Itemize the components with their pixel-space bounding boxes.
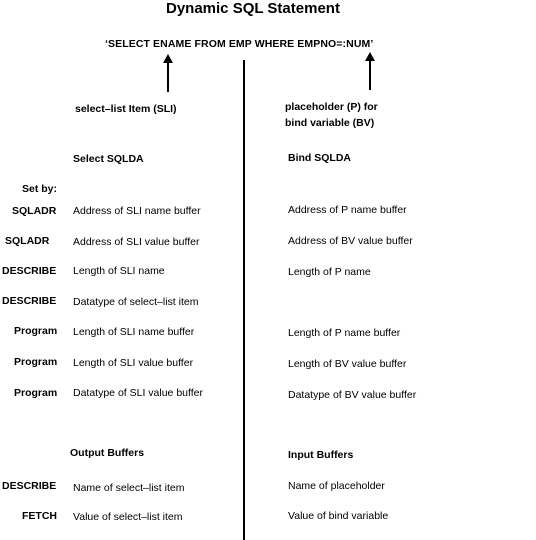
bind-field: Length of P name: [288, 266, 371, 278]
setter-label: Program: [14, 387, 58, 399]
setter-label: DESCRIBE: [2, 265, 57, 277]
input-buffers-header: Input Buffers: [288, 449, 354, 461]
select-field: Name of select–list item: [73, 482, 185, 494]
sli-arrow-icon: [162, 54, 174, 94]
output-buffers-header: Output Buffers: [70, 447, 145, 459]
sli-caption: select–list Item (SLI): [75, 103, 177, 115]
select-field: Length of SLI name buffer: [73, 326, 195, 338]
setter-label: FETCH: [22, 510, 57, 522]
bind-field: Name of placeholder: [288, 480, 385, 492]
select-field: Length of SLI value buffer: [73, 357, 194, 369]
select-field: Address of SLI name buffer: [73, 205, 201, 217]
placeholder-caption-line1: placeholder (P) for: [285, 101, 378, 113]
setter-label: Program: [14, 325, 58, 337]
setter-label: SQLADR: [12, 205, 57, 217]
bind-field: Address of P name buffer: [288, 204, 407, 216]
select-field: Datatype of select–list item: [73, 296, 199, 308]
bind-field: Address of BV value buffer: [288, 235, 413, 247]
bind-field: Value of bind variable: [288, 510, 389, 522]
select-field: Length of SLI name: [73, 265, 165, 277]
bind-field: Length of P name buffer: [288, 327, 401, 339]
select-field: Value of select–list item: [73, 511, 183, 523]
select-sqlda-header: Select SQLDA: [73, 153, 144, 165]
column-divider: [243, 60, 245, 540]
placeholder-arrow-icon: [364, 52, 376, 92]
setter-label: Program: [14, 356, 58, 368]
setter-label: SQLADR: [5, 235, 50, 247]
select-field: Datatype of SLI value buffer: [73, 387, 203, 399]
setter-label: DESCRIBE: [2, 295, 57, 307]
sql-statement: ‘SELECT ENAME FROM EMP WHERE EMPNO=:NUM’: [105, 38, 374, 50]
set-by-label: Set by:: [22, 183, 58, 195]
bind-field: Datatype of BV value buffer: [288, 389, 417, 401]
placeholder-caption-line2: bind variable (BV): [285, 117, 375, 129]
bind-field: Length of BV value buffer: [288, 358, 407, 370]
bind-sqlda-header: Bind SQLDA: [288, 152, 351, 164]
diagram-title: Dynamic SQL Statement: [166, 0, 340, 17]
select-field: Address of SLI value buffer: [73, 236, 200, 248]
setter-label: DESCRIBE: [2, 480, 57, 492]
